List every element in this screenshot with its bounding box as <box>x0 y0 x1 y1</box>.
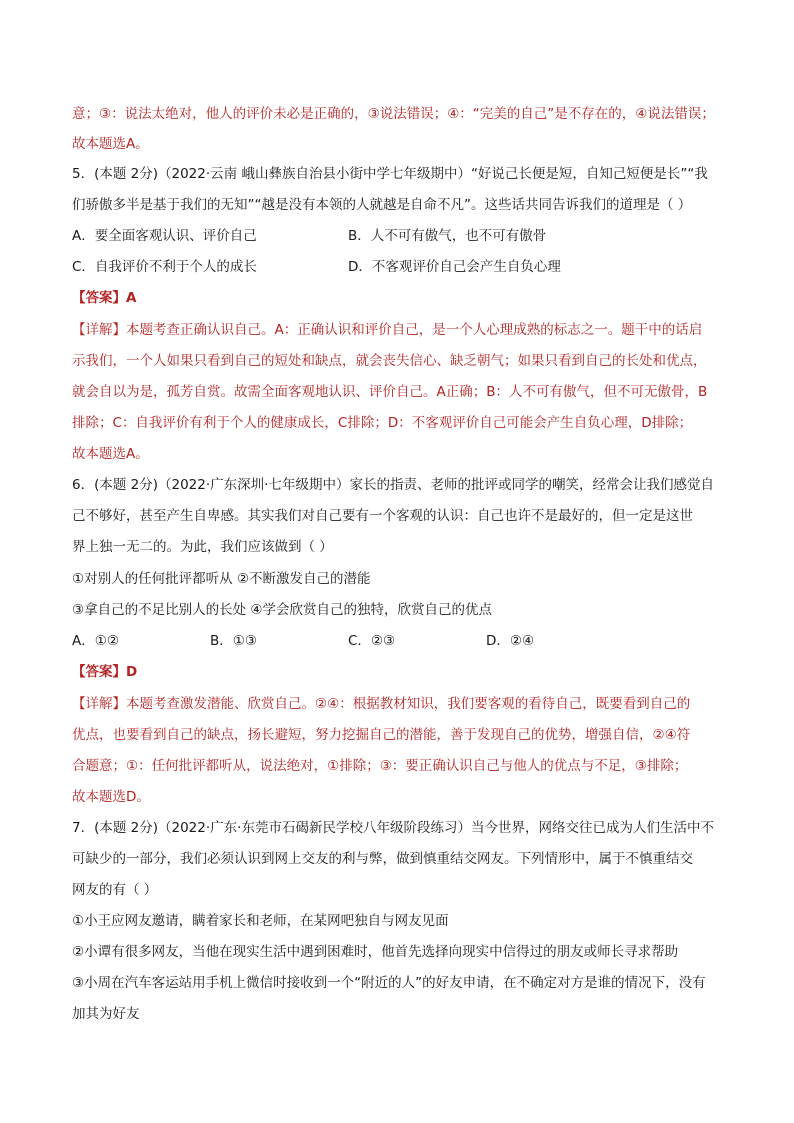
q4-explanation-line-2: 故本题选A。 <box>72 136 149 152</box>
q7-stem-line-2: 可缺少的一部分，我们必须认识到网上交友的利与弊，做到慎重结交网友。下列情形中，属于不慎重结交 <box>72 851 693 867</box>
q4-explanation-line-1: 意；③：说法太绝对，他人的评价未必是正确的，③说法错误；④：“完美的自己”是不存在的，④说法错误； <box>72 106 715 122</box>
q7-statement-3-line-1: ③小周在汽车客运站用手机上微信时接收到一个“附近的人”的好友申请，在不确定对方是谁的情况下，没有 <box>72 975 706 991</box>
q5-stem-line-1: 5．(本题 2分)（2022·云南 峨山彝族自治县小街中学七年级期中）“好说己长便是短，自知己短便是长”“我 <box>72 166 708 182</box>
q6-stem-line-3: 界上独一无二的。为此，我们应该做到（ ） <box>72 539 333 555</box>
q6-stem-line-2: 己不够好，甚至产生自卑感。其实我们对自己要有一个客观的认识：自己也许不是最好的，但一定是这世 <box>72 508 693 524</box>
q6-stem-line-1: 6．(本题 2分)（2022·广东深圳·七年级期中）家长的指责、老师的批评或同学的嘲笑，经常会让我们感觉自 <box>72 477 714 493</box>
q6-explanation-line-1: 【详解】本题考查激发潜能、欣赏自己。②④：根据教材知识，我们要客观的看待自己，既要看到自己的 <box>72 696 691 712</box>
q5-explanation-line-4: 排除；C：自我评价有利于个人的健康成长，C排除；D：不客观评价自己可能会产生自负心理，D排除； <box>72 415 693 431</box>
q6-option-a: A．①② <box>72 633 119 649</box>
q5-option-c: C．自我评价不利于个人的成长 <box>72 259 257 275</box>
q5-option-b: B．人不可有傲气，也不可有傲骨 <box>348 228 547 244</box>
q5-explanation-line-2: 示我们，一个人如果只看到自己的短处和缺点，就会丧失信心、缺乏朝气；如果只看到自己的长处和优点， <box>72 353 707 369</box>
q7-statement-2: ②小谭有很多网友，当他在现实生活中遇到困难时，他首先选择向现实中信得过的朋友或师长寻求帮助 <box>72 944 679 960</box>
q6-statement-row-2: ③拿自己的不足比别人的长处 ④学会欣赏自己的独特，欣赏自己的优点 <box>72 602 492 618</box>
q5-answer: 【答案】A <box>72 290 137 306</box>
q6-explanation-line-3: 合题意；①：任何批评都听从，说法绝对，①排除；③：要正确认识自己与他人的优点与不足，③排除； <box>72 758 688 774</box>
q5-explanation-line-5: 故本题选A。 <box>72 446 149 462</box>
q6-explanation-line-2: 优点，也要看到自己的缺点，扬长避短，努力挖掘自己的潜能，善于发现自己的优势，增强自信，②④符 <box>72 727 691 743</box>
q5-option-a: A．要全面客观认识、评价自己 <box>72 228 257 244</box>
q7-stem-line-1: 7．(本题 2分)（2022·广东·东莞市石碣新民学校八年级阶段练习）当今世界，网络交往已成为人们生活中不 <box>72 820 714 836</box>
q5-stem-line-2: 们骄傲多半是基于我们的无知”“越是没有本领的人就越是自命不凡”。这些话共同告诉我们的道理是（ ） <box>72 197 692 213</box>
q6-option-b: B．①③ <box>210 633 257 649</box>
q6-explanation-line-4: 故本题选D。 <box>72 789 150 805</box>
q6-option-c: C．②③ <box>348 633 396 649</box>
q7-stem-line-3: 网友的有（ ） <box>72 882 158 898</box>
q5-option-d: D．不客观评价自己会产生自负心理 <box>348 259 561 275</box>
q5-explanation-line-3: 就会自以为是，孤芳自赏。故需全面客观地认识、评价自己。A正确；B：人不可有傲气，但不可无傲骨，B <box>72 384 708 400</box>
q5-explanation-line-1: 【详解】本题考查正确认识自己。A：正确认识和评价自己，是一个人心理成熟的标志之一。题干中的话启 <box>72 322 703 338</box>
q7-statement-3-line-2: 加其为好友 <box>72 1006 140 1022</box>
q6-statement-row-1: ①对别人的任何批评都听从 ②不断激发自己的潜能 <box>72 571 371 587</box>
q7-statement-1: ①小王应网友邀请，瞒着家长和老师，在某网吧独自与网友见面 <box>72 913 449 929</box>
q6-option-d: D．②④ <box>486 633 535 649</box>
q6-answer: 【答案】D <box>72 664 138 680</box>
